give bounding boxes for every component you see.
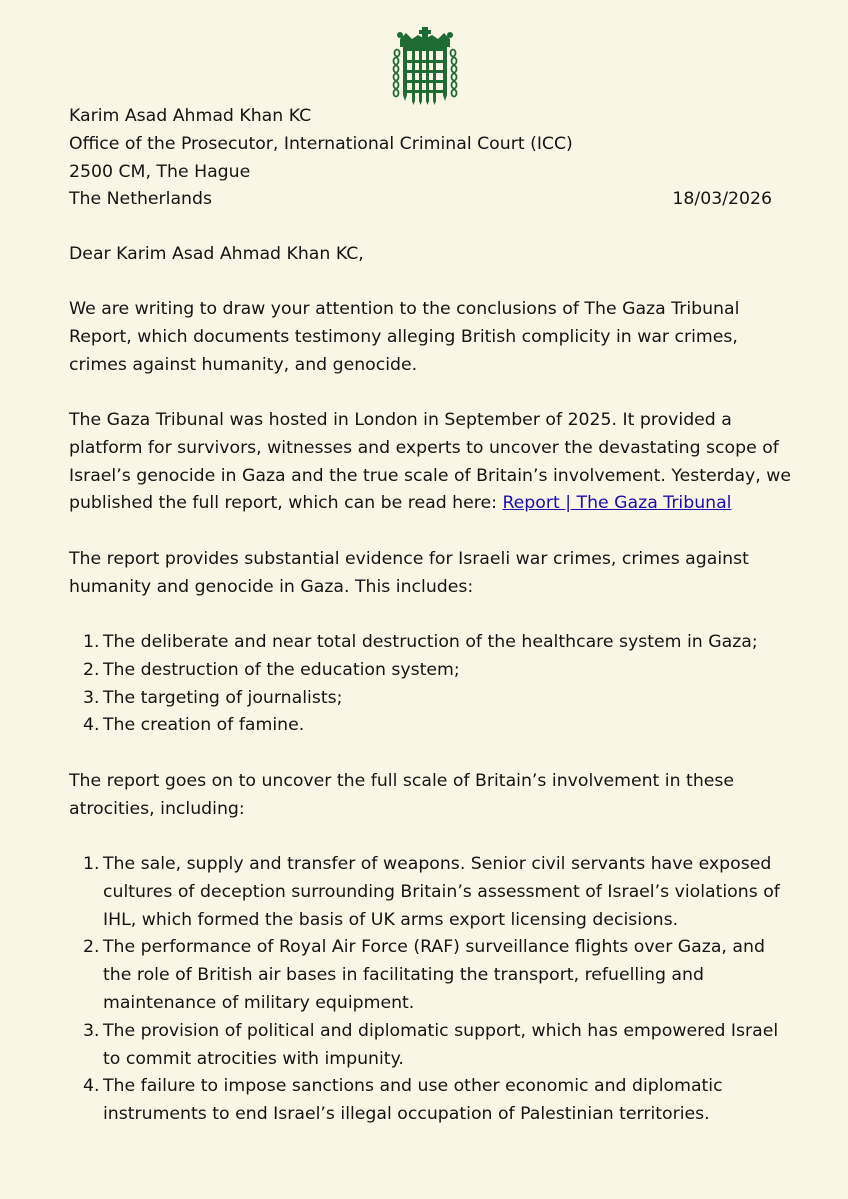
list-item-text: to commit atrocities with impunity. — [103, 1048, 404, 1069]
list-item — [69, 1018, 789, 1074]
list-number: 4. — [83, 715, 100, 736]
recipient-city: 2500 CM, The Hague — [69, 161, 251, 182]
list-item-text: cultures of deception surrounding Britain’s assessment of Israel’s violations of — [103, 881, 780, 902]
report-link[interactable]: Report | The Gaza Tribunal — [502, 493, 732, 514]
recipient-name: Karim Asad Ahmad Khan KC — [69, 106, 312, 126]
list-number: 2. — [83, 937, 100, 958]
list-item — [69, 657, 789, 685]
involvement-list — [69, 851, 789, 1129]
list-item-text: The targeting of journalists; — [103, 687, 343, 708]
evidence-list — [69, 629, 789, 740]
list-item-text: maintenance of military equipment. — [103, 992, 415, 1013]
paragraph-line: The report goes on to uncover the full scale of Britain’s involvement in these — [69, 771, 735, 791]
list-item-text: The performance of Royal Air Force (RAF) surveillance flights over Gaza, and — [103, 937, 765, 958]
letter-date: 18/03/2026 — [672, 189, 772, 209]
list-number: 3. — [83, 1020, 100, 1041]
list-item-text: The deliberate and near total destruction of the healthcare system in Gaza; — [103, 632, 758, 652]
list-item — [69, 629, 789, 657]
list-item — [69, 1073, 789, 1129]
paragraph-tribunal — [69, 407, 792, 518]
paragraph-line: We are writing to draw your attention to the conclusions of The Gaza Tribunal — [69, 299, 740, 319]
recipient-address — [69, 103, 774, 214]
list-number: 3. — [83, 687, 100, 708]
salutation: Dear Karim Asad Ahmad Khan KC, — [69, 244, 364, 264]
report-text-prefix: published the full report, which can be read here: — [69, 493, 503, 514]
paragraph-line: The Gaza Tribunal was hosted in London in September of 2025. It provided a — [69, 410, 732, 430]
list-number: 1. — [83, 854, 100, 874]
paragraph-line — [69, 490, 774, 518]
list-number: 4. — [83, 1076, 100, 1097]
paragraph-line: The report provides substantial evidence for Israeli war crimes, crimes against — [69, 549, 749, 569]
paragraph-intro — [69, 296, 774, 379]
paragraph-line: crimes against humanity, and genocide. — [69, 354, 418, 375]
paragraph-involvement — [69, 768, 774, 824]
list-number: 1. — [83, 632, 100, 652]
list-item-text: The destruction of the education system; — [103, 659, 460, 680]
paragraph-line: Israel’s genocide in Gaza and the true scale of Britain’s involvement. Yesterday, we — [69, 465, 792, 486]
list-number: 2. — [83, 659, 100, 680]
list-item-text: instruments to end Israel’s illegal occupation of Palestinian territories. — [103, 1104, 710, 1125]
list-item-text: The sale, supply and transfer of weapons. Senior civil servants have exposed — [103, 854, 772, 874]
paragraph-evidence — [69, 546, 774, 602]
recipient-country: The Netherlands — [69, 189, 212, 210]
paragraph-line: humanity and genocide in Gaza. This includes: — [69, 576, 474, 597]
list-item-text: IHL, which formed the basis of UK arms export licensing decisions. — [103, 909, 679, 930]
paragraph-line: platform for survivors, witnesses and experts to uncover the devastating scope of — [69, 437, 779, 458]
list-item — [69, 851, 789, 934]
portcullis-crest-icon — [392, 27, 458, 105]
paragraph-line: Report, which documents testimony alleging British complicity in war crimes, — [69, 326, 738, 347]
recipient-office: Office of the Prosecutor, International Criminal Court (ICC) — [69, 133, 573, 154]
list-item — [69, 685, 789, 713]
list-item-text: the role of British air bases in facilitating the transport, refuelling and — [103, 965, 704, 986]
paragraph-line: atrocities, including: — [69, 798, 245, 819]
list-item-text: The provision of political and diplomatic support, which has empowered Israel — [103, 1020, 779, 1041]
list-item-text: The failure to impose sanctions and use other economic and diplomatic — [103, 1076, 723, 1097]
list-item — [69, 934, 789, 1017]
list-item — [69, 712, 789, 740]
list-item-text: The creation of famine. — [103, 715, 305, 736]
